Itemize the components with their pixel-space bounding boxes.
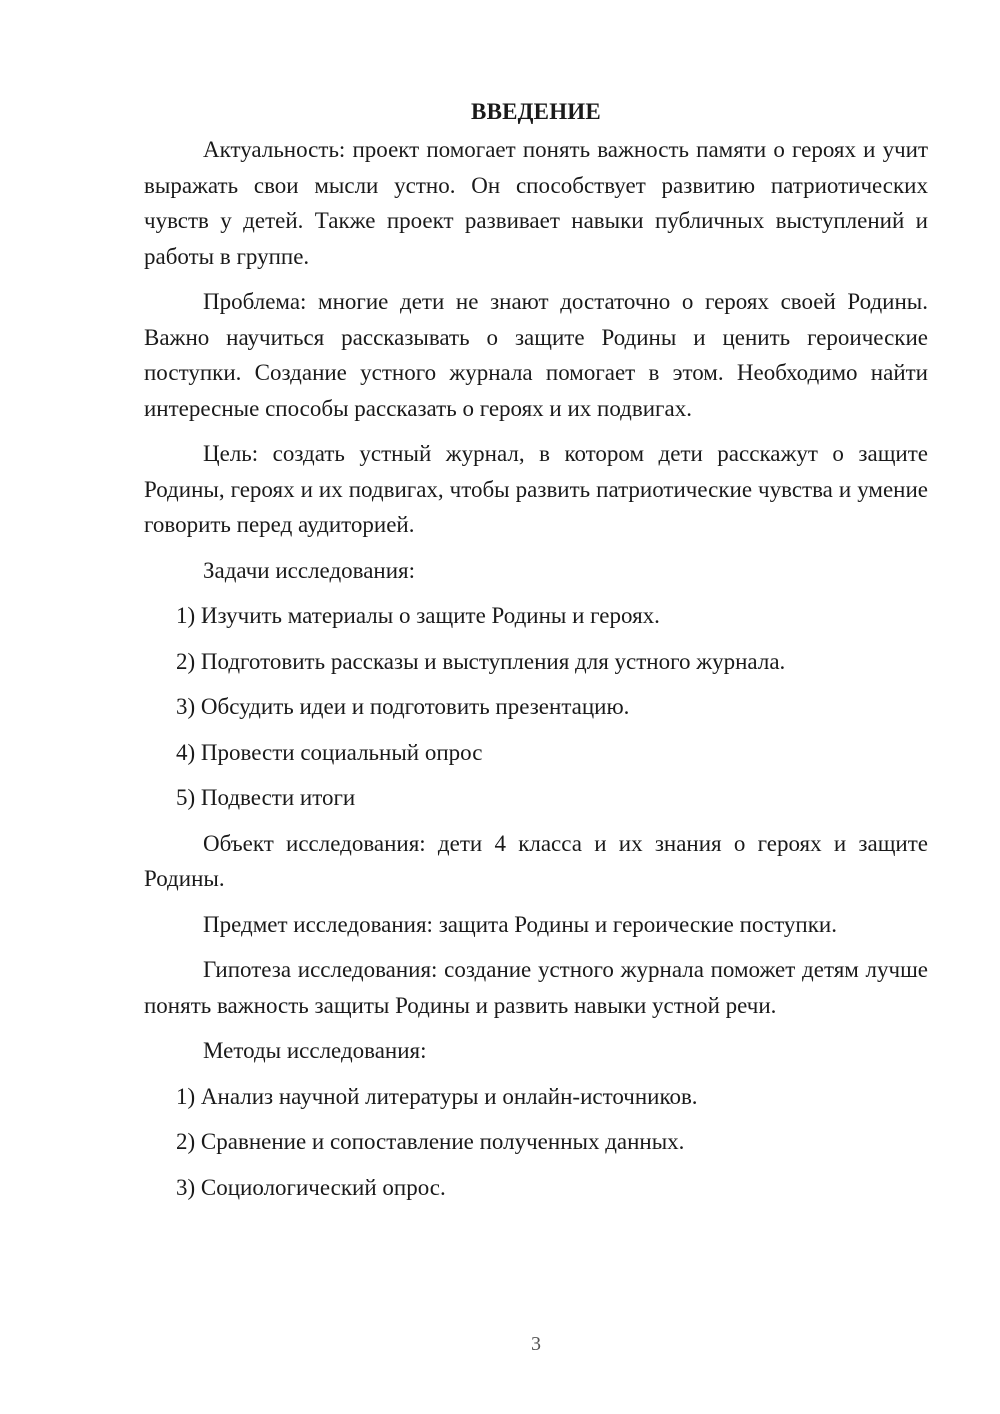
page-content	[144, 94, 928, 1215]
relevance-paragraph: Актуальность: проект помогает понять важность памяти о героях и учит выражать свои мысли устно. Он способствует развитию патриотических чувств у детей. Также проект развивает навыки публичных выступлений и работы в группе.	[144, 137, 928, 269]
problem-paragraph: Проблема: многие дети не знают достаточно о героях своей Родины. Важно научиться рассказывать о защите Родины и ценить героические поступки. Создание устного журнала помогает в этом. Необходимо найти интересные способы рассказать о героях и их подвигах.	[144, 289, 928, 421]
goal-paragraph: Цель: создать устный журнал, в котором дети расскажут о защите Родины, героях и их подвигах, чтобы развить патриотические чувства и умение говорить перед аудиторией.	[144, 441, 928, 537]
method-item-2: 2) Сравнение и сопоставление полученных данных.	[176, 1129, 685, 1154]
hypothesis-paragraph: Гипотеза исследования: создание устного журнала поможет детям лучше понять важность защиты Родины и развить навыки устной речи.	[144, 957, 928, 1018]
method-item-3: 3) Социологический опрос.	[176, 1174, 446, 1200]
task-item-3: 3) Обсудить идеи и подготовить презентацию.	[176, 694, 630, 719]
task-item-5: 5) Подвести итоги	[176, 785, 356, 810]
subject-paragraph: Предмет исследования: защита Родины и героические поступки.	[203, 911, 837, 937]
task-item-4: 4) Провести социальный опрос	[176, 739, 483, 765]
method-item-1: 1) Анализ научной литературы и онлайн-источников.	[176, 1083, 698, 1109]
tasks-heading: Задачи исследования:	[203, 557, 416, 583]
methods-heading: Методы исследования:	[203, 1038, 427, 1063]
task-item-1: 1) Изучить материалы о защите Родины и героях.	[176, 603, 660, 628]
object-paragraph: Объект исследования: дети 4 класса и их знания о героях и защите Родины.	[144, 830, 928, 891]
task-item-2: 2) Подготовить рассказы и выступления для устного журнала.	[176, 648, 786, 674]
page-title: ВВЕДЕНИЕ	[471, 99, 601, 124]
page-number: 3	[531, 1333, 541, 1355]
